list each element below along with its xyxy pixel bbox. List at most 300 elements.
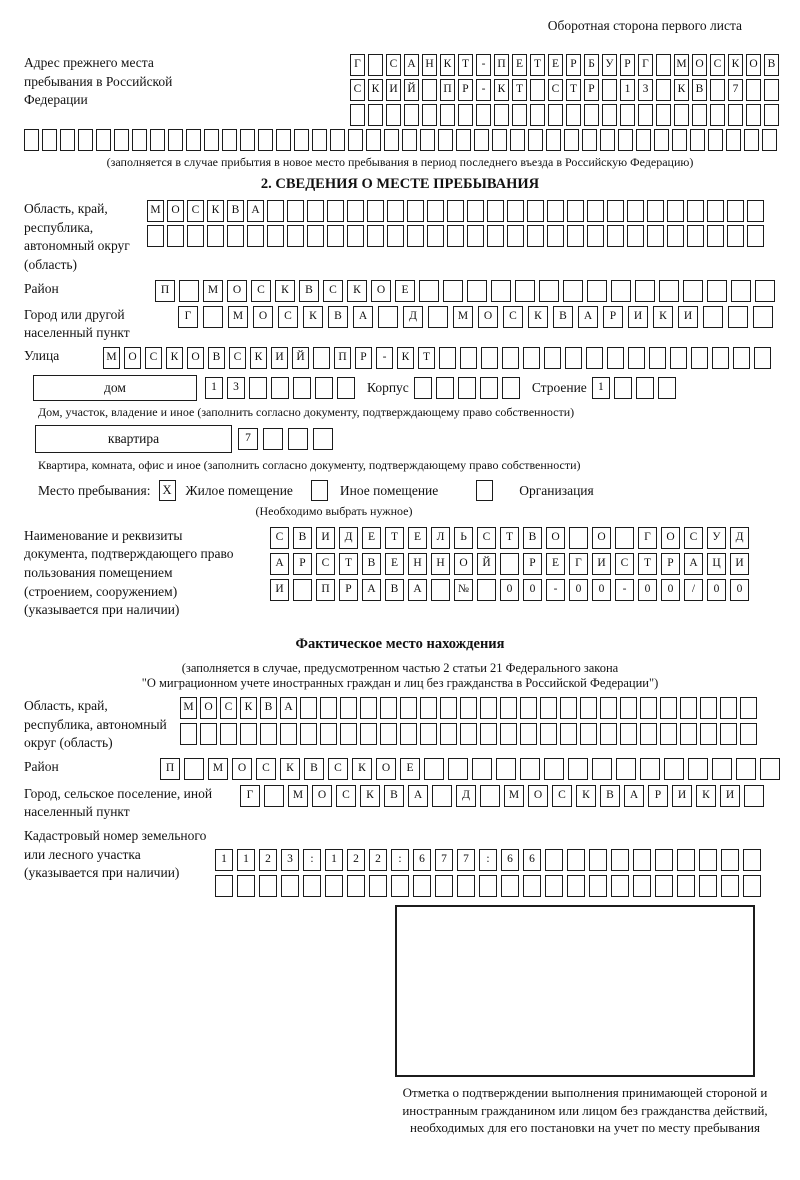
form-cell[interactable]: А bbox=[404, 54, 419, 76]
form-cell[interactable] bbox=[649, 347, 666, 369]
form-cell[interactable]: В bbox=[385, 579, 404, 601]
form-cell[interactable]: Т bbox=[418, 347, 435, 369]
form-cell[interactable] bbox=[512, 104, 527, 126]
form-cell[interactable]: Т bbox=[458, 54, 473, 76]
form-cell[interactable]: Д bbox=[339, 527, 358, 549]
form-cell[interactable] bbox=[602, 104, 617, 126]
form-cell[interactable] bbox=[502, 347, 519, 369]
form-cell[interactable] bbox=[699, 849, 717, 871]
form-cell[interactable]: А bbox=[408, 579, 427, 601]
form-cell[interactable]: 0 bbox=[592, 579, 611, 601]
form-cell[interactable]: С bbox=[187, 200, 204, 222]
form-cell[interactable] bbox=[589, 849, 607, 871]
form-cell[interactable]: Т bbox=[566, 79, 581, 101]
form-cell[interactable] bbox=[607, 347, 624, 369]
form-cell[interactable] bbox=[664, 758, 684, 780]
form-cell[interactable]: О bbox=[200, 697, 217, 719]
form-cell[interactable]: М bbox=[504, 785, 524, 807]
form-cell[interactable] bbox=[491, 280, 511, 302]
form-cell[interactable]: П bbox=[440, 79, 455, 101]
form-cell[interactable]: М bbox=[203, 280, 223, 302]
form-cell[interactable]: С bbox=[251, 280, 271, 302]
form-cell[interactable] bbox=[263, 428, 283, 450]
form-cell[interactable] bbox=[744, 785, 764, 807]
form-cell[interactable]: К bbox=[674, 79, 689, 101]
form-cell[interactable]: Ц bbox=[707, 553, 726, 575]
form-cell[interactable]: 0 bbox=[500, 579, 519, 601]
form-cell[interactable] bbox=[677, 875, 695, 897]
form-cell[interactable] bbox=[264, 785, 284, 807]
form-cell[interactable] bbox=[407, 225, 424, 247]
form-cell[interactable] bbox=[580, 697, 597, 719]
form-cell[interactable] bbox=[447, 200, 464, 222]
form-cell[interactable] bbox=[435, 875, 453, 897]
form-cell[interactable] bbox=[431, 579, 450, 601]
form-cell[interactable]: С bbox=[548, 79, 563, 101]
form-cell[interactable] bbox=[540, 697, 557, 719]
form-cell[interactable] bbox=[494, 104, 509, 126]
form-cell[interactable] bbox=[507, 200, 524, 222]
form-cell[interactable] bbox=[607, 200, 624, 222]
form-cell[interactable] bbox=[420, 723, 437, 745]
form-cell[interactable] bbox=[618, 129, 633, 151]
form-cell[interactable]: Е bbox=[385, 553, 404, 575]
form-cell[interactable]: В bbox=[692, 79, 707, 101]
form-cell[interactable] bbox=[615, 527, 634, 549]
form-cell[interactable] bbox=[42, 129, 57, 151]
form-cell[interactable] bbox=[500, 697, 517, 719]
form-cell[interactable] bbox=[237, 875, 255, 897]
form-cell[interactable] bbox=[640, 697, 657, 719]
form-cell[interactable] bbox=[728, 104, 743, 126]
form-cell[interactable] bbox=[720, 697, 737, 719]
form-cell[interactable]: О bbox=[692, 54, 707, 76]
form-cell[interactable]: С bbox=[336, 785, 356, 807]
form-cell[interactable]: Й bbox=[477, 553, 496, 575]
form-cell[interactable] bbox=[655, 875, 673, 897]
form-cell[interactable] bbox=[660, 723, 677, 745]
form-cell[interactable] bbox=[564, 129, 579, 151]
form-cell[interactable] bbox=[467, 200, 484, 222]
form-cell[interactable]: Р bbox=[523, 553, 542, 575]
form-cell[interactable] bbox=[587, 200, 604, 222]
form-cell[interactable]: М bbox=[103, 347, 120, 369]
form-cell[interactable]: Д bbox=[456, 785, 476, 807]
form-cell[interactable] bbox=[293, 377, 311, 399]
form-cell[interactable]: М bbox=[147, 200, 164, 222]
form-cell[interactable] bbox=[487, 200, 504, 222]
form-cell[interactable]: К bbox=[696, 785, 716, 807]
form-cell[interactable] bbox=[487, 225, 504, 247]
form-cell[interactable]: Г bbox=[350, 54, 365, 76]
apartment-widebox[interactable]: квартира bbox=[35, 425, 232, 453]
form-cell[interactable]: Р bbox=[661, 553, 680, 575]
form-cell[interactable]: 2 bbox=[369, 849, 387, 871]
form-cell[interactable] bbox=[400, 697, 417, 719]
form-cell[interactable] bbox=[568, 758, 588, 780]
form-cell[interactable]: 1 bbox=[592, 377, 610, 399]
form-cell[interactable] bbox=[320, 723, 337, 745]
form-cell[interactable]: 1 bbox=[325, 849, 343, 871]
form-cell[interactable] bbox=[407, 200, 424, 222]
form-cell[interactable]: 2 bbox=[347, 849, 365, 871]
form-cell[interactable] bbox=[636, 377, 654, 399]
form-cell[interactable]: Р bbox=[355, 347, 372, 369]
form-cell[interactable] bbox=[240, 129, 255, 151]
form-cell[interactable] bbox=[754, 347, 771, 369]
form-cell[interactable] bbox=[167, 225, 184, 247]
form-cell[interactable]: А bbox=[684, 553, 703, 575]
form-cell[interactable] bbox=[481, 347, 498, 369]
form-cell[interactable]: 6 bbox=[523, 849, 541, 871]
form-cell[interactable] bbox=[367, 225, 384, 247]
form-cell[interactable] bbox=[659, 280, 679, 302]
form-cell[interactable] bbox=[315, 377, 333, 399]
form-cell[interactable]: С bbox=[552, 785, 572, 807]
form-cell[interactable]: 0 bbox=[661, 579, 680, 601]
form-cell[interactable] bbox=[740, 723, 757, 745]
form-cell[interactable] bbox=[683, 280, 703, 302]
form-cell[interactable]: В bbox=[600, 785, 620, 807]
form-cell[interactable]: 1 bbox=[205, 377, 223, 399]
form-cell[interactable]: К bbox=[576, 785, 596, 807]
form-cell[interactable] bbox=[677, 849, 695, 871]
form-cell[interactable] bbox=[672, 129, 687, 151]
form-cell[interactable]: О bbox=[167, 200, 184, 222]
form-cell[interactable]: В bbox=[260, 697, 277, 719]
form-cell[interactable]: Т bbox=[500, 527, 519, 549]
form-cell[interactable] bbox=[660, 697, 677, 719]
form-cell[interactable]: - bbox=[615, 579, 634, 601]
form-cell[interactable]: Р bbox=[458, 79, 473, 101]
form-cell[interactable]: В bbox=[304, 758, 324, 780]
form-cell[interactable] bbox=[647, 200, 664, 222]
form-cell[interactable] bbox=[640, 758, 660, 780]
form-cell[interactable] bbox=[658, 377, 676, 399]
form-cell[interactable] bbox=[422, 79, 437, 101]
form-cell[interactable]: Е bbox=[395, 280, 415, 302]
form-cell[interactable] bbox=[587, 280, 607, 302]
form-cell[interactable] bbox=[424, 758, 444, 780]
form-cell[interactable] bbox=[476, 104, 491, 126]
form-cell[interactable]: А bbox=[578, 306, 598, 328]
form-cell[interactable] bbox=[502, 377, 520, 399]
form-cell[interactable] bbox=[500, 553, 519, 575]
form-cell[interactable] bbox=[340, 723, 357, 745]
form-cell[interactable]: С bbox=[615, 553, 634, 575]
form-cell[interactable]: П bbox=[155, 280, 175, 302]
form-cell[interactable] bbox=[747, 200, 764, 222]
form-cell[interactable]: К bbox=[440, 54, 455, 76]
form-cell[interactable]: Д bbox=[730, 527, 749, 549]
form-cell[interactable] bbox=[760, 758, 780, 780]
form-cell[interactable] bbox=[708, 129, 723, 151]
form-cell[interactable]: П bbox=[334, 347, 351, 369]
form-cell[interactable] bbox=[222, 129, 237, 151]
form-cell[interactable] bbox=[281, 875, 299, 897]
form-cell[interactable] bbox=[520, 697, 537, 719]
form-cell[interactable]: И bbox=[271, 347, 288, 369]
form-cell[interactable] bbox=[654, 129, 669, 151]
form-cell[interactable] bbox=[680, 697, 697, 719]
form-cell[interactable]: М bbox=[228, 306, 248, 328]
form-cell[interactable]: В bbox=[384, 785, 404, 807]
form-cell[interactable] bbox=[438, 129, 453, 151]
form-cell[interactable] bbox=[179, 280, 199, 302]
form-cell[interactable] bbox=[414, 377, 432, 399]
form-cell[interactable] bbox=[258, 129, 273, 151]
form-cell[interactable]: 7 bbox=[728, 79, 743, 101]
form-cell[interactable]: 7 bbox=[457, 849, 475, 871]
form-cell[interactable]: Т bbox=[385, 527, 404, 549]
form-cell[interactable] bbox=[207, 225, 224, 247]
form-cell[interactable]: В bbox=[299, 280, 319, 302]
form-cell[interactable] bbox=[24, 129, 39, 151]
form-cell[interactable]: С bbox=[350, 79, 365, 101]
form-cell[interactable] bbox=[260, 723, 277, 745]
form-cell[interactable] bbox=[539, 280, 559, 302]
form-cell[interactable] bbox=[707, 225, 724, 247]
form-cell[interactable] bbox=[710, 104, 725, 126]
form-cell[interactable] bbox=[687, 200, 704, 222]
form-cell[interactable] bbox=[360, 697, 377, 719]
form-cell[interactable]: В bbox=[523, 527, 542, 549]
form-cell[interactable]: Г bbox=[240, 785, 260, 807]
form-cell[interactable]: М bbox=[208, 758, 228, 780]
form-cell[interactable] bbox=[589, 875, 607, 897]
form-cell[interactable]: Е bbox=[512, 54, 527, 76]
form-cell[interactable]: С bbox=[278, 306, 298, 328]
form-cell[interactable]: О bbox=[546, 527, 565, 549]
form-cell[interactable]: Т bbox=[530, 54, 545, 76]
form-cell[interactable] bbox=[419, 280, 439, 302]
form-cell[interactable]: Ь bbox=[454, 527, 473, 549]
form-cell[interactable]: К bbox=[494, 79, 509, 101]
form-cell[interactable] bbox=[520, 723, 537, 745]
form-cell[interactable] bbox=[566, 104, 581, 126]
form-cell[interactable] bbox=[347, 875, 365, 897]
form-cell[interactable] bbox=[387, 200, 404, 222]
form-cell[interactable] bbox=[548, 104, 563, 126]
form-cell[interactable]: С bbox=[328, 758, 348, 780]
form-cell[interactable] bbox=[360, 723, 377, 745]
form-cell[interactable]: И bbox=[720, 785, 740, 807]
form-cell[interactable] bbox=[753, 306, 773, 328]
form-cell[interactable] bbox=[402, 129, 417, 151]
form-cell[interactable] bbox=[380, 697, 397, 719]
form-cell[interactable] bbox=[78, 129, 93, 151]
form-cell[interactable]: Н bbox=[431, 553, 450, 575]
form-cell[interactable] bbox=[307, 200, 324, 222]
form-cell[interactable] bbox=[368, 104, 383, 126]
form-cell[interactable]: Д bbox=[403, 306, 423, 328]
stay-type-checkbox-organization[interactable] bbox=[476, 480, 493, 501]
form-cell[interactable] bbox=[607, 225, 624, 247]
form-cell[interactable] bbox=[340, 697, 357, 719]
form-cell[interactable] bbox=[384, 129, 399, 151]
form-cell[interactable]: Т bbox=[512, 79, 527, 101]
form-cell[interactable] bbox=[428, 306, 448, 328]
form-cell[interactable]: М bbox=[453, 306, 473, 328]
form-cell[interactable] bbox=[247, 225, 264, 247]
form-cell[interactable]: О bbox=[661, 527, 680, 549]
form-cell[interactable]: К bbox=[368, 79, 383, 101]
form-cell[interactable] bbox=[477, 579, 496, 601]
form-cell[interactable] bbox=[350, 104, 365, 126]
form-cell[interactable]: А bbox=[353, 306, 373, 328]
form-cell[interactable]: К bbox=[347, 280, 367, 302]
form-cell[interactable] bbox=[368, 54, 383, 76]
form-cell[interactable]: : bbox=[303, 849, 321, 871]
form-cell[interactable]: К bbox=[728, 54, 743, 76]
form-cell[interactable] bbox=[271, 377, 289, 399]
form-cell[interactable]: И bbox=[730, 553, 749, 575]
form-cell[interactable]: В bbox=[362, 553, 381, 575]
form-cell[interactable] bbox=[420, 697, 437, 719]
form-cell[interactable] bbox=[540, 723, 557, 745]
form-cell[interactable] bbox=[560, 723, 577, 745]
form-cell[interactable] bbox=[755, 280, 775, 302]
form-cell[interactable] bbox=[703, 306, 723, 328]
form-cell[interactable] bbox=[569, 527, 588, 549]
form-cell[interactable] bbox=[492, 129, 507, 151]
form-cell[interactable]: 7 bbox=[435, 849, 453, 871]
form-cell[interactable] bbox=[743, 875, 761, 897]
form-cell[interactable]: 1 bbox=[237, 849, 255, 871]
form-cell[interactable]: 3 bbox=[281, 849, 299, 871]
form-cell[interactable] bbox=[474, 129, 489, 151]
form-cell[interactable]: К bbox=[275, 280, 295, 302]
form-cell[interactable] bbox=[530, 79, 545, 101]
form-cell[interactable] bbox=[307, 225, 324, 247]
form-cell[interactable] bbox=[391, 875, 409, 897]
form-cell[interactable] bbox=[602, 79, 617, 101]
form-cell[interactable] bbox=[520, 758, 540, 780]
form-cell[interactable]: Е bbox=[408, 527, 427, 549]
form-cell[interactable] bbox=[347, 225, 364, 247]
form-cell[interactable] bbox=[280, 723, 297, 745]
form-cell[interactable] bbox=[457, 875, 475, 897]
form-cell[interactable] bbox=[267, 200, 284, 222]
form-cell[interactable] bbox=[721, 849, 739, 871]
form-cell[interactable] bbox=[567, 849, 585, 871]
form-cell[interactable] bbox=[620, 104, 635, 126]
form-cell[interactable] bbox=[600, 129, 615, 151]
form-cell[interactable]: Е bbox=[548, 54, 563, 76]
form-cell[interactable] bbox=[267, 225, 284, 247]
form-cell[interactable]: А bbox=[362, 579, 381, 601]
form-cell[interactable] bbox=[656, 79, 671, 101]
form-cell[interactable] bbox=[764, 104, 779, 126]
form-cell[interactable] bbox=[600, 723, 617, 745]
form-cell[interactable]: В bbox=[208, 347, 225, 369]
form-cell[interactable]: О bbox=[478, 306, 498, 328]
form-cell[interactable]: 2 bbox=[259, 849, 277, 871]
form-cell[interactable] bbox=[567, 875, 585, 897]
form-cell[interactable] bbox=[249, 377, 267, 399]
form-cell[interactable]: И bbox=[678, 306, 698, 328]
form-cell[interactable] bbox=[186, 129, 201, 151]
form-cell[interactable] bbox=[479, 875, 497, 897]
form-cell[interactable] bbox=[587, 225, 604, 247]
form-cell[interactable]: Г bbox=[569, 553, 588, 575]
form-cell[interactable] bbox=[726, 129, 741, 151]
form-cell[interactable] bbox=[460, 723, 477, 745]
form-cell[interactable]: С bbox=[270, 527, 289, 549]
form-cell[interactable] bbox=[636, 129, 651, 151]
form-cell[interactable] bbox=[616, 758, 636, 780]
form-cell[interactable] bbox=[747, 225, 764, 247]
form-cell[interactable] bbox=[387, 225, 404, 247]
form-cell[interactable] bbox=[565, 347, 582, 369]
form-cell[interactable] bbox=[369, 875, 387, 897]
form-cell[interactable] bbox=[293, 579, 312, 601]
form-cell[interactable]: / bbox=[684, 579, 703, 601]
form-cell[interactable] bbox=[200, 723, 217, 745]
form-cell[interactable]: К bbox=[166, 347, 183, 369]
form-cell[interactable] bbox=[707, 280, 727, 302]
form-cell[interactable] bbox=[294, 129, 309, 151]
form-cell[interactable] bbox=[366, 129, 381, 151]
form-cell[interactable] bbox=[456, 129, 471, 151]
form-cell[interactable] bbox=[656, 104, 671, 126]
form-cell[interactable]: У bbox=[602, 54, 617, 76]
form-cell[interactable] bbox=[203, 306, 223, 328]
form-cell[interactable]: С bbox=[386, 54, 401, 76]
form-cell[interactable]: М bbox=[288, 785, 308, 807]
form-cell[interactable]: П bbox=[160, 758, 180, 780]
form-cell[interactable]: : bbox=[391, 849, 409, 871]
form-cell[interactable] bbox=[440, 104, 455, 126]
form-cell[interactable] bbox=[547, 200, 564, 222]
form-cell[interactable]: : bbox=[479, 849, 497, 871]
form-cell[interactable] bbox=[547, 225, 564, 247]
form-cell[interactable]: Г bbox=[638, 54, 653, 76]
form-cell[interactable]: Т bbox=[339, 553, 358, 575]
form-cell[interactable]: С bbox=[684, 527, 703, 549]
form-cell[interactable]: С bbox=[503, 306, 523, 328]
form-cell[interactable] bbox=[667, 200, 684, 222]
form-cell[interactable]: М bbox=[180, 697, 197, 719]
form-cell[interactable] bbox=[327, 225, 344, 247]
form-cell[interactable] bbox=[287, 200, 304, 222]
form-cell[interactable]: А bbox=[280, 697, 297, 719]
form-cell[interactable] bbox=[507, 225, 524, 247]
form-cell[interactable]: О bbox=[376, 758, 396, 780]
form-cell[interactable] bbox=[439, 347, 456, 369]
stay-type-checkbox-other[interactable] bbox=[311, 480, 328, 501]
form-cell[interactable]: И bbox=[592, 553, 611, 575]
form-cell[interactable] bbox=[287, 225, 304, 247]
form-cell[interactable] bbox=[670, 347, 687, 369]
form-cell[interactable]: С bbox=[256, 758, 276, 780]
form-cell[interactable] bbox=[712, 758, 732, 780]
form-cell[interactable] bbox=[620, 697, 637, 719]
form-cell[interactable] bbox=[480, 697, 497, 719]
form-cell[interactable]: Л bbox=[431, 527, 450, 549]
form-cell[interactable]: К bbox=[280, 758, 300, 780]
form-cell[interactable] bbox=[114, 129, 129, 151]
form-cell[interactable]: П bbox=[494, 54, 509, 76]
form-cell[interactable] bbox=[467, 280, 487, 302]
form-cell[interactable]: - bbox=[476, 79, 491, 101]
form-cell[interactable]: И bbox=[270, 579, 289, 601]
form-cell[interactable] bbox=[638, 104, 653, 126]
form-cell[interactable] bbox=[690, 129, 705, 151]
form-cell[interactable] bbox=[582, 129, 597, 151]
form-cell[interactable] bbox=[458, 104, 473, 126]
stay-type-checkbox-residential[interactable]: X bbox=[159, 480, 176, 501]
